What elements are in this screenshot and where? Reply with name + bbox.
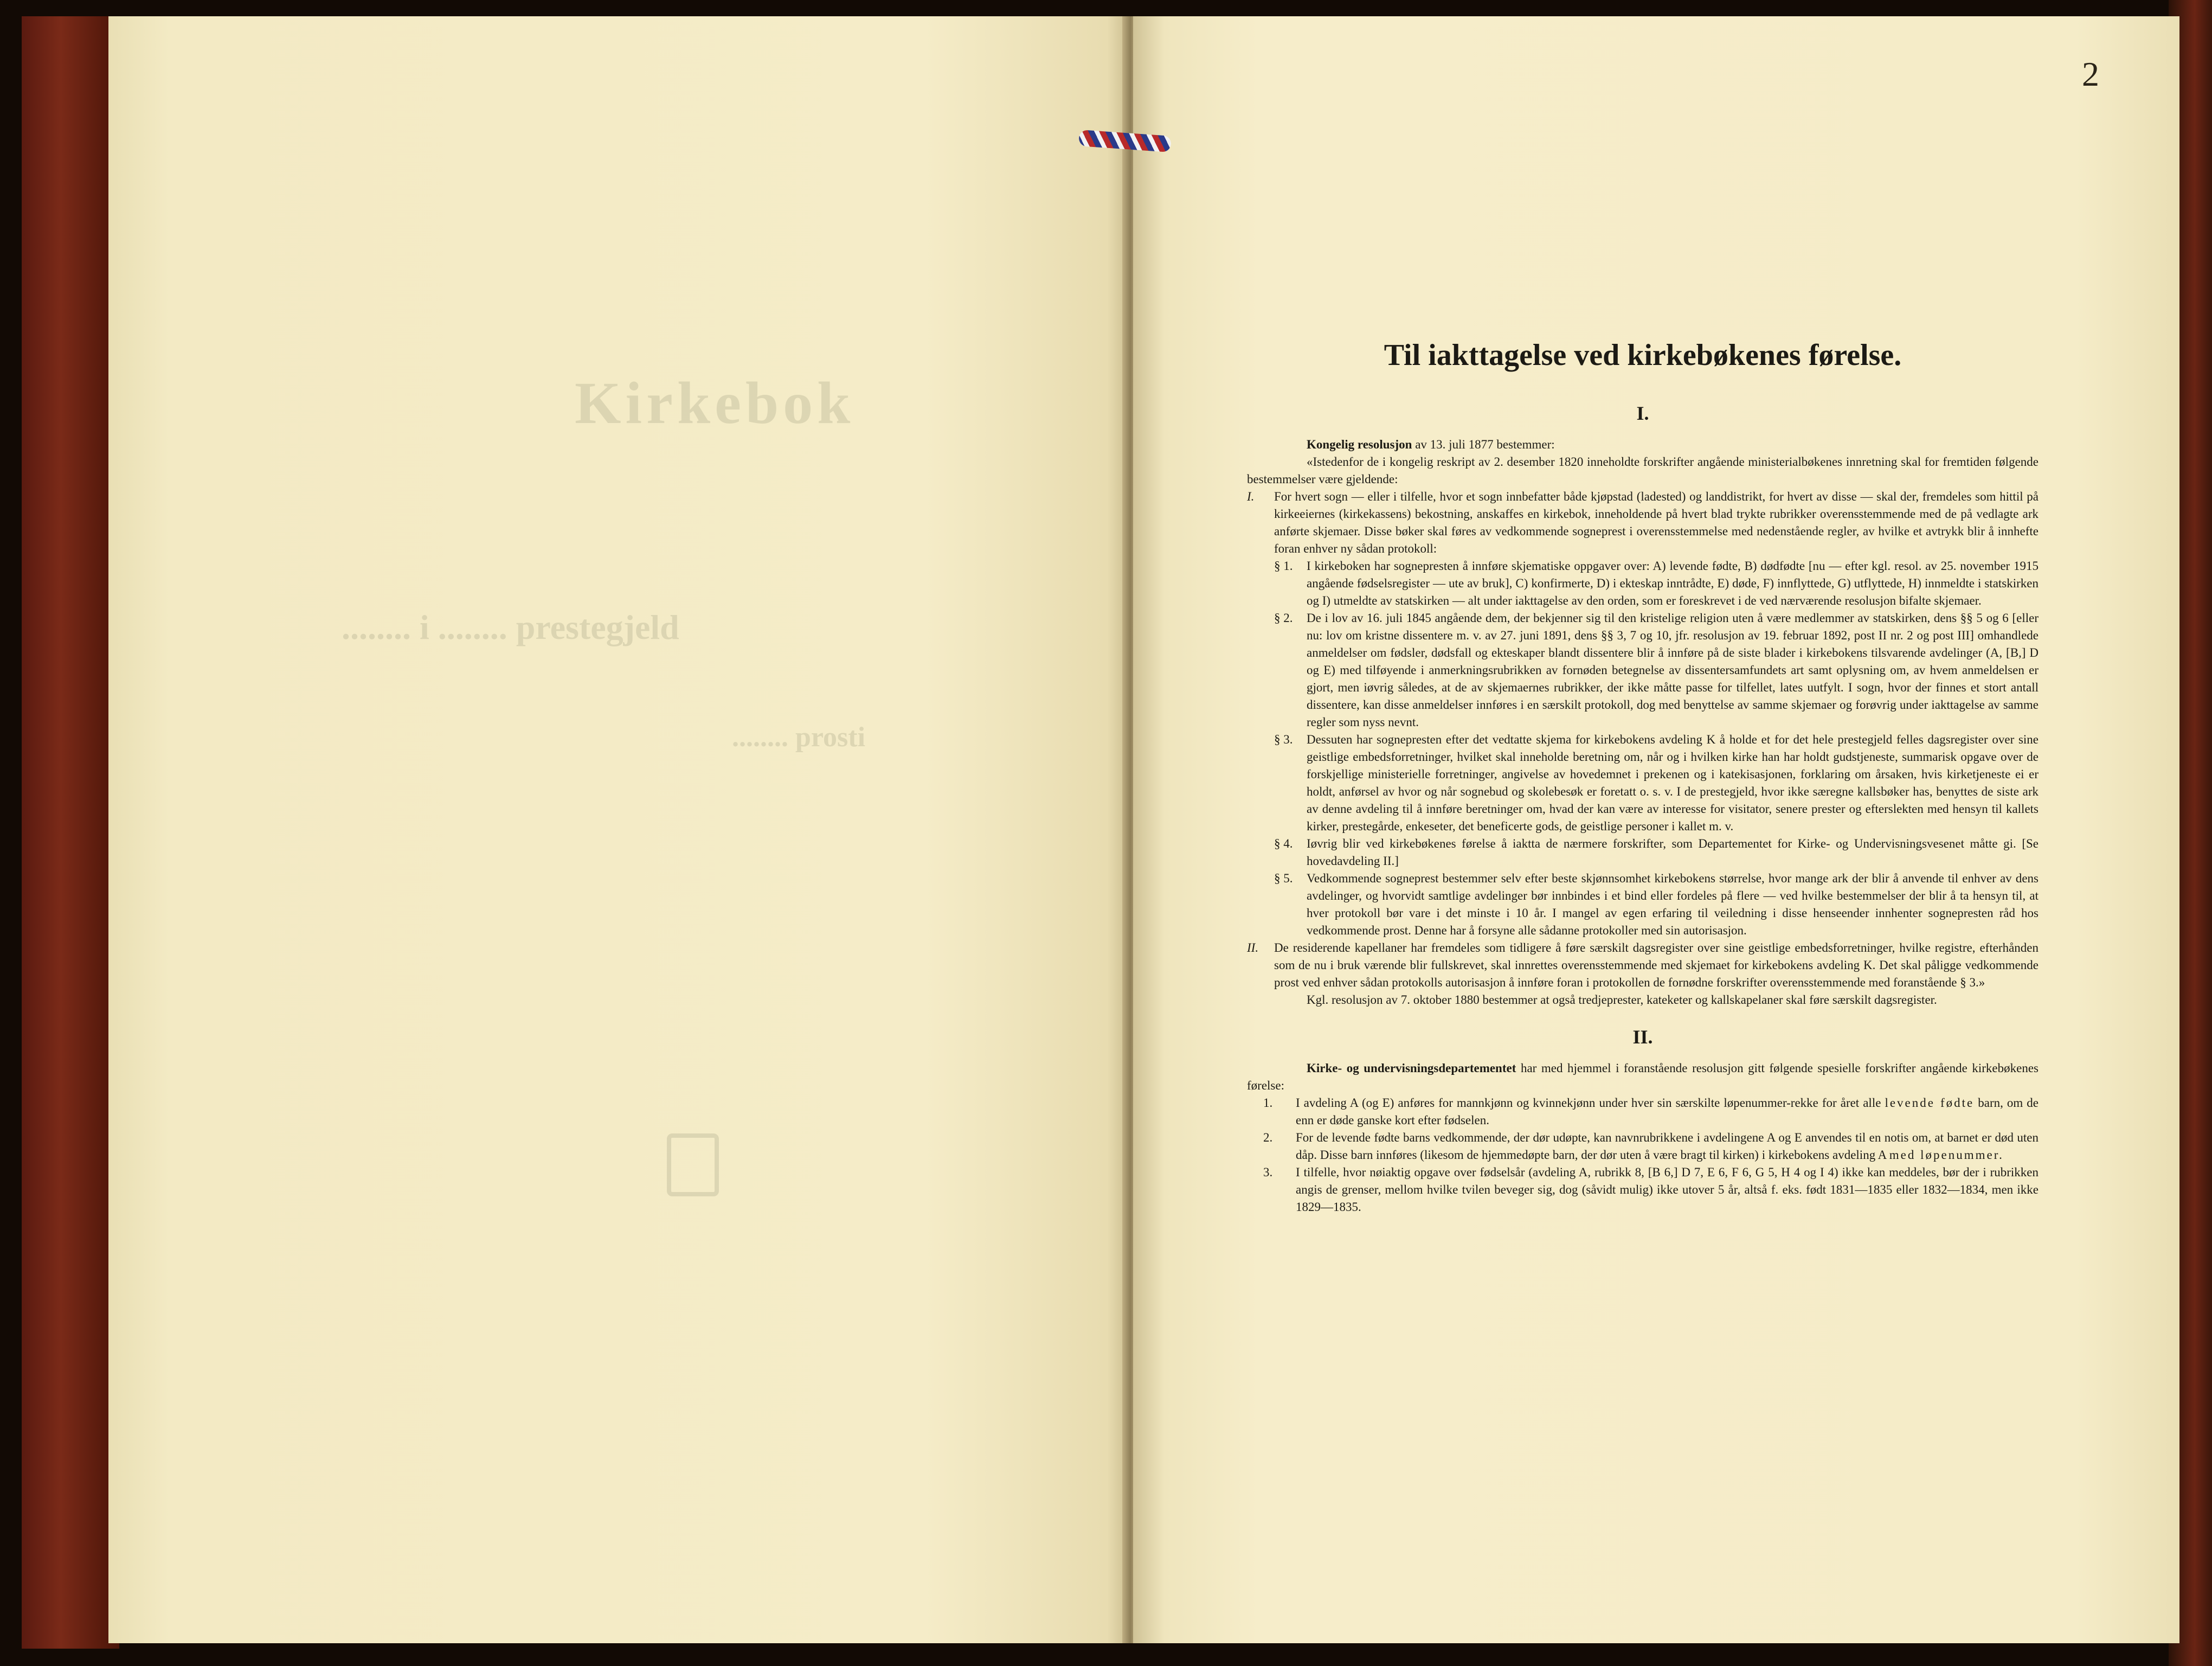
numbered-text: I avdeling A (og E) anføres for mannkjønn og kvinnekjønn under hver sin særskilte løpenummer-rekke for året alle bbox=[1296, 1096, 1885, 1110]
intro-paragraph bbox=[1247, 436, 2039, 453]
numbered-item bbox=[1247, 1094, 2039, 1129]
department-text: har med hjemmel i foranstående resolusjon gitt følgende spesielle forskrifter angående kirkebøkenes førelse: bbox=[1247, 1061, 2039, 1092]
paragraph-text: De i lov av 16. juli 1845 angående dem, der bekjenner sig til den kristelige religion uten å være medlemmer av statskirken, dens §§ 5 og 6 [eller nu: lov om kristne dissentere m. v. av 27. juni 1891, dens §§ 3, 7 og 10, jfr. resolusjon av 19. februar 1892, post II nr. 2 og post III] omhandlede anmeldelser om fødsler, dødsfall og ekteskaper blandt dissentere blir å innføre på de siste blader i kirkebokens tilsvarende avdelinger (A, [B,] D og E) med tilføyende i anmerkningsrubrikken av fornøden betegnelse av dissentersamfundets art samt oplysning om, av hvem anmeldelsen er gjort, men iøvrig således, at de av skjemaernes rubrikker, der ikke måtte passe for tilfellet, lates uutfylt. I sogn, hvor der finnes et stort antall dissentere, kan disse anmeldelser innføres i en særskilt protokoll, dog med benyttelse av samme skjemaer og forøvrig under iakttagelse av samme regler som nyss nevnt. bbox=[1307, 611, 2039, 729]
number-marker: 2. bbox=[1263, 1131, 1273, 1144]
paragraph-item bbox=[1247, 610, 2039, 731]
section-heading: II. bbox=[1632, 1026, 1653, 1048]
paragraph-marker: § 2. bbox=[1274, 611, 1293, 625]
numbered-text: barn, om de enn er døde ganske kort efter fødselen. bbox=[1296, 1096, 2039, 1127]
item-marker: II. bbox=[1247, 941, 1259, 954]
document-title: Til iakttagelse ved kirkebøkenes førelse. bbox=[1384, 338, 1902, 372]
number-marker: 1. bbox=[1263, 1096, 1273, 1110]
paragraph-text: Iøvrig blir ved kirkebøkenes førelse å iaktta de nærmere forskrifter, som Departementet for Kirke- og Undervisningsvesenet måtte gi. [Se hovedavdeling II.] bbox=[1307, 837, 2039, 868]
left-page bbox=[108, 16, 1128, 1643]
paragraph-marker: § 5. bbox=[1274, 872, 1293, 885]
bleed-through-title: Kirkebok bbox=[575, 370, 855, 436]
paragraph-item bbox=[1247, 558, 2039, 610]
kgl-resolution-paragraph: Kgl. resolusjon av 7. oktober 1880 bestemmer at også tredjeprester, kateketer og kallskapelaner skal føre særskilt dagsregister. bbox=[1307, 993, 1937, 1007]
department-bold-text: Kirke- og undervisningsdepartementet bbox=[1307, 1061, 1516, 1075]
item-text: De residerende kapellaner har fremdeles som tidligere å føre særskilt dagsregister over sine geistlige embedsforretninger, hvilke registre, efterhånden som de nu i bruk værende blir fullskrevet, skal innrettes overensstemmende med skjemaet for kirkebokens avdeling K. Det skal påligge vedkommende prost ved enhver sådan protokolls autorisasjon å innføre foran i protokollen de fornødne forskrifter overensstemmende med foranstående § 3.» bbox=[1274, 941, 2039, 989]
paragraph-text: Dessuten har sognepresten efter det vedtatte skjema for kirkebokens avdeling K å holde et for det hele prestegjeld felles dagsregister over sine geistlige embedsforretninger, hvilket skal inneholde beretning om, når og i hvilken kirke han har holdt gudstjeneste, summarisk opgave over de forskjellige ministerielle forretninger, angivelse av hovedemnet i prekenen og i katekisasjonen, forklaring om årsaken, hvis kirketjeneste ei er holdt, anførsel av hvor og når sognebud og skolebesøk er foretatt o. s. v. I de prestegjeld, hvor ikke særegne kallsbøker has, benyttes de siste ark av denne avdeling til å innføre beretninger om, hvad der kan være av interesse for visitator, senere prester og efterslekten med hensyn til kallets kirker, prestegårde, enkeseter, det beneficerte gods, de geistlige personer i kallet m. v. bbox=[1307, 733, 2039, 833]
bleed-through-line: ........ prosti bbox=[732, 722, 866, 753]
paragraph-marker: § 4. bbox=[1274, 837, 1293, 850]
roman-item bbox=[1247, 488, 2039, 558]
paragraph-text: I kirkeboken har sognepresten å innføre skjematiske oppgaver over: A) levende fødte, B) dødfødte [nu — efter kgl. resol. av 25. november 1915 angående fødselsregister — ute av bruk], C) konfirmerte, D) i ekteskap inntrådte, E) døde, F) innflyttede, G) utflyttede, H) innmeldte i statskirken og I) utmeldte av statskirken — alt under iakttagelse av den orden, som er foreskrevet i de ved nærværende resolusjon bifalte skjemaer. bbox=[1307, 559, 2039, 607]
bleed-through-box bbox=[667, 1133, 719, 1196]
numbered-item bbox=[1247, 1129, 2039, 1164]
numbered-text-spaced: levende fødte bbox=[1885, 1096, 1975, 1110]
numbered-text: I tilfelle, hvor nøiaktig opgave over fødselsår (avdeling A, rubrikk 8, [B 6,] D 7, E 6, F 6, G 5, H 4 og I 4) ikke kan meddeles, bør der i rubrikken angis de grenser, mellom hvilke tvilen beveger sig, dog (såvidt mulig) ikke utover 5 år, altså f. eks. født 1831—1835 eller 1832—1834, men ikke 1829—1835. bbox=[1296, 1165, 2039, 1214]
item-text: For hvert sogn — eller i tilfelle, hvor et sogn innbefatter både kjøpstad (ladested) og landdistrikt, for hvert av disse — skal der, fremdeles som hittil på kirkeeiernes (kirkekassens) bekostning, anskaffes en kirkebok, inneholdende på hvert blad trykte rubrikker overensstemmende med de på vedlagte ark anførte skjemaer. Disse bøker skal føres av vedkommende sogneprest i overensstemmelse med nedenstående regler, av hvilke et avtrykk blir å innhefte foran enhver ny sådan protokoll: bbox=[1274, 490, 2039, 555]
paragraph-item bbox=[1247, 731, 2039, 835]
page-number: 2 bbox=[2082, 55, 2099, 93]
intro-quote: «Istedenfor de i kongelig reskript av 2. desember 1820 inneholdte forskrifter angående ministerialbøkenes innretning skal for fremtiden følgende bestemmelser være gjeldende: bbox=[1247, 455, 2039, 486]
item-marker: I. bbox=[1247, 490, 1255, 503]
paragraph-marker: § 1. bbox=[1274, 559, 1293, 573]
numbered-text-spaced: med løpenummer. bbox=[1889, 1148, 2004, 1162]
numbered-item bbox=[1247, 1164, 2039, 1216]
paragraph-item bbox=[1247, 835, 2039, 870]
document-body bbox=[1247, 336, 2039, 1216]
bleed-through-line: ........ i ........ prestegjeld bbox=[342, 608, 679, 646]
paragraph-item bbox=[1247, 870, 2039, 939]
book-cover-left-edge bbox=[22, 16, 119, 1649]
paragraph-marker: § 3. bbox=[1274, 733, 1293, 746]
roman-item bbox=[1247, 939, 2039, 991]
intro-bold-text: Kongelig resolusjon bbox=[1307, 438, 1412, 451]
section-heading: I. bbox=[1636, 402, 1649, 424]
department-paragraph bbox=[1247, 1060, 2039, 1094]
intro-text: av 13. juli 1877 bestemmer: bbox=[1412, 438, 1555, 451]
number-marker: 3. bbox=[1263, 1165, 1273, 1179]
paragraph-text: Vedkommende sogneprest bestemmer selv efter beste skjønnsomhet kirkebokens størrelse, hvor mange ark der blir å anvende til enhver av dens avdelinger, og hvorvidt samtlige avdelinger bør innbindes i et bind eller fordeles på flere — ved hvilke bestemmelser der blir å ta hensyn til, at hver protokoll bør vare i det minste i 10 år. I mangel av egen erfaring til veiledning i disse henseender innhenter sognepresten råd hos vedkommende prost. Denne har å forsyne alle sådanne protokoller med sin autorisasjon. bbox=[1307, 872, 2039, 937]
numbered-text: For de levende fødte barns vedkommende, der dør udøpte, kan navnrubrikkene i avdelingene A og E anvendes til en notis om, at barnet er død uten dåp. Disse barn innføres (likesom de hjemmedøpte barn, der dør uten å være bragt til kirken) i kirkebokens avdeling A bbox=[1296, 1131, 2039, 1162]
